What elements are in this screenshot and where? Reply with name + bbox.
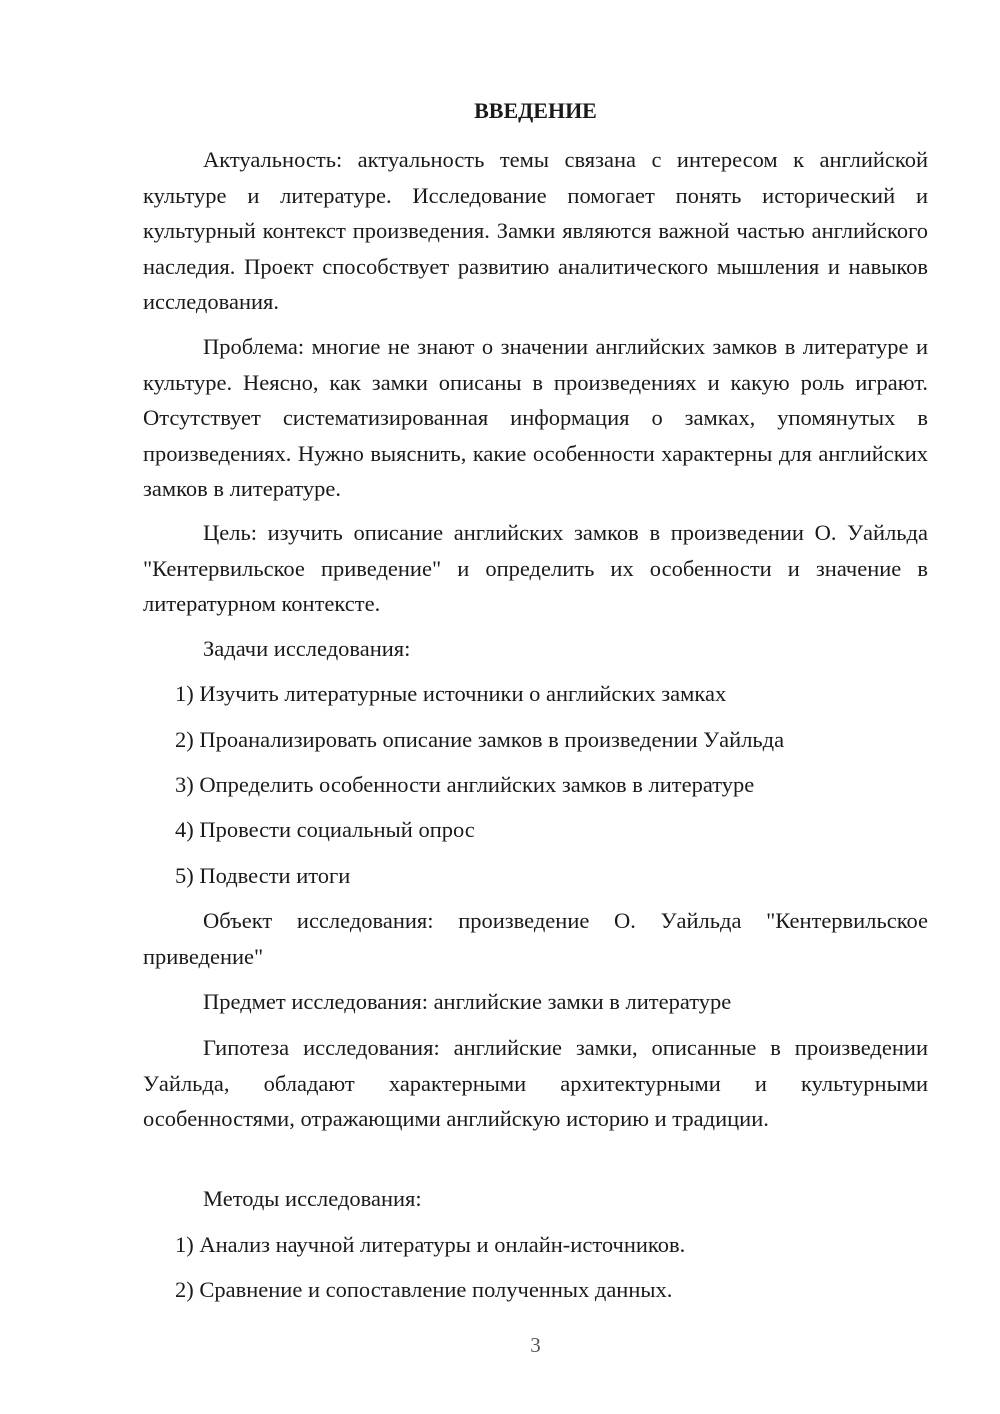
task-item: 5) Подвести итоги (175, 863, 351, 888)
task-item: 3) Определить особенности английских замков в литературе (175, 772, 755, 797)
method-item: 1) Анализ научной литературы и онлайн-источников. (175, 1232, 686, 1257)
object-paragraph: Объект исследования: произведение О. Уайльда "Кентервильское приведение" (143, 908, 928, 969)
goal-paragraph: Цель: изучить описание английских замков в произведении О. Уайльда "Кентервильское приведение" и определить их особенности и значение в литературном контексте. (143, 520, 928, 616)
subject-paragraph: Предмет исследования: английские замки в литературе (203, 989, 732, 1014)
methods-heading: Методы исследования: (203, 1186, 422, 1211)
task-item: 1) Изучить литературные источники о английских замках (175, 681, 727, 706)
hypothesis-paragraph: Гипотеза исследования: английские замки, описанные в произведении Уайльда, обладают характерными архитектурными и культурными особенностями, отражающими английскую историю и традиции. (143, 1035, 928, 1131)
tasks-heading: Задачи исследования: (203, 636, 411, 661)
document-page (143, 0, 928, 1414)
section-title: ВВЕДЕНИЕ (474, 98, 597, 123)
page-number: 3 (530, 1333, 541, 1357)
relevance-paragraph: Актуальность: актуальность темы связана с интересом к английской культуре и литературе. Исследование помогает понять исторический и культурный контекст произведения. Замки являются важной частью английского наследия. Проект способствует развитию аналитического мышления и навыков исследования. (143, 147, 928, 314)
task-item: 4) Провести социальный опрос (175, 817, 475, 842)
task-item: 2) Проанализировать описание замков в произведении Уайльда (175, 727, 785, 752)
problem-paragraph: Проблема: многие не знают о значении английских замков в литературе и культуре. Неясно, как замки описаны в произведениях и какую роль играют. Отсутствует систематизированная информация о замках, упомянутых в произведениях. Нужно выяснить, какие особенности характерны для английских замков в литературе. (143, 334, 928, 501)
method-item: 2) Сравнение и сопоставление полученных данных. (175, 1277, 673, 1302)
